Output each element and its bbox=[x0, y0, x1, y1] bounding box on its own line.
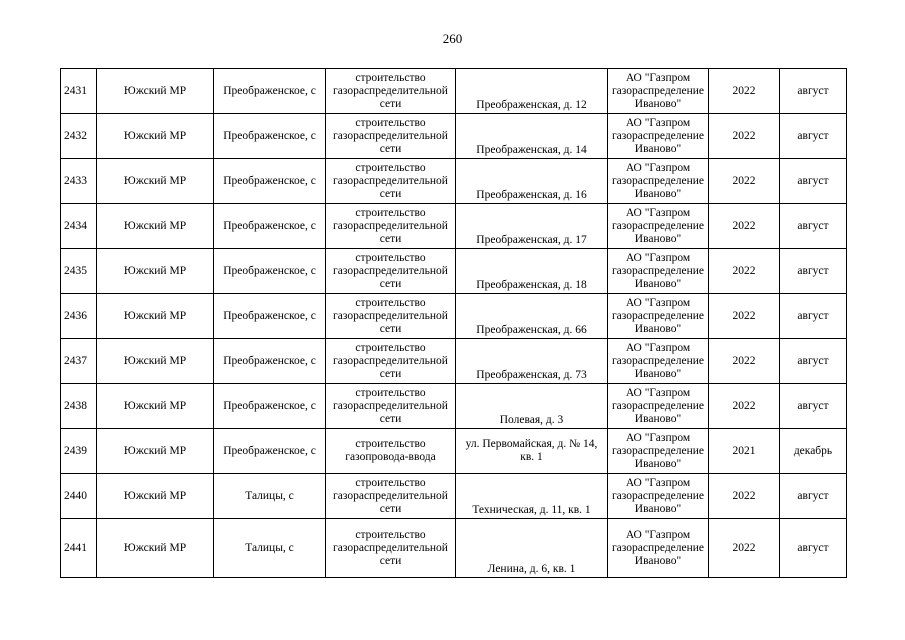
district-cell: Южский МР bbox=[97, 69, 214, 114]
organization-cell: АО "Газпром газораспределение Иваново" bbox=[608, 249, 709, 294]
table-row bbox=[61, 339, 847, 384]
organization-cell: АО "Газпром газораспределение Иваново" bbox=[608, 204, 709, 249]
year-cell: 2022 bbox=[709, 474, 780, 519]
year-cell: 2022 bbox=[709, 519, 780, 578]
month-cell: август bbox=[780, 204, 847, 249]
year-cell: 2022 bbox=[709, 249, 780, 294]
district-cell: Южский МР bbox=[97, 204, 214, 249]
month-cell: август bbox=[780, 339, 847, 384]
district-cell: Южский МР bbox=[97, 339, 214, 384]
address-cell: Полевая, д. 3 bbox=[456, 384, 608, 429]
settlement-cell: Преображенское, с bbox=[214, 69, 326, 114]
settlement-cell: Преображенское, с bbox=[214, 294, 326, 339]
month-cell: август bbox=[780, 384, 847, 429]
organization-cell: АО "Газпром газораспределение Иваново" bbox=[608, 159, 709, 204]
work-type-cell: строительство газораспределительной сети bbox=[326, 69, 456, 114]
address-cell: Преображенская, д. 16 bbox=[456, 159, 608, 204]
table-body bbox=[61, 69, 847, 578]
year-cell: 2022 bbox=[709, 339, 780, 384]
gasification-schedule-table bbox=[60, 68, 847, 578]
address-cell: Преображенская, д. 66 bbox=[456, 294, 608, 339]
row-number-cell: 2439 bbox=[61, 429, 97, 474]
organization-cell: АО "Газпром газораспределение Иваново" bbox=[608, 429, 709, 474]
address-cell: Преображенская, д. 17 bbox=[456, 204, 608, 249]
row-number-cell: 2434 bbox=[61, 204, 97, 249]
year-cell: 2022 bbox=[709, 294, 780, 339]
settlement-cell: Преображенское, с bbox=[214, 204, 326, 249]
organization-cell: АО "Газпром газораспределение Иваново" bbox=[608, 294, 709, 339]
district-cell: Южский МР bbox=[97, 294, 214, 339]
work-type-cell: строительство газораспределительной сети bbox=[326, 159, 456, 204]
work-type-cell: строительство газораспределительной сети bbox=[326, 339, 456, 384]
table-row bbox=[61, 384, 847, 429]
month-cell: август bbox=[780, 474, 847, 519]
row-number-cell: 2440 bbox=[61, 474, 97, 519]
settlement-cell: Преображенское, с bbox=[214, 249, 326, 294]
table-row bbox=[61, 159, 847, 204]
organization-cell: АО "Газпром газораспределение Иваново" bbox=[608, 384, 709, 429]
year-cell: 2022 bbox=[709, 384, 780, 429]
row-number-cell: 2436 bbox=[61, 294, 97, 339]
district-cell: Южский МР bbox=[97, 384, 214, 429]
month-cell: август bbox=[780, 294, 847, 339]
month-cell: декабрь bbox=[780, 429, 847, 474]
row-number-cell: 2441 bbox=[61, 519, 97, 578]
table-row bbox=[61, 69, 847, 114]
month-cell: август bbox=[780, 114, 847, 159]
organization-cell: АО "Газпром газораспределение Иваново" bbox=[608, 69, 709, 114]
organization-cell: АО "Газпром газораспределение Иваново" bbox=[608, 114, 709, 159]
year-cell: 2021 bbox=[709, 429, 780, 474]
month-cell: август bbox=[780, 69, 847, 114]
year-cell: 2022 bbox=[709, 204, 780, 249]
month-cell: август bbox=[780, 519, 847, 578]
address-cell: ул. Первомайская, д. № 14, кв. 1 bbox=[456, 429, 608, 474]
table-row bbox=[61, 249, 847, 294]
row-number-cell: 2432 bbox=[61, 114, 97, 159]
organization-cell: АО "Газпром газораспределение Иваново" bbox=[608, 519, 709, 578]
settlement-cell: Преображенское, с bbox=[214, 384, 326, 429]
work-type-cell: строительство газораспределительной сети bbox=[326, 204, 456, 249]
district-cell: Южский МР bbox=[97, 249, 214, 294]
organization-cell: АО "Газпром газораспределение Иваново" bbox=[608, 474, 709, 519]
address-cell: Преображенская, д. 14 bbox=[456, 114, 608, 159]
row-number-cell: 2435 bbox=[61, 249, 97, 294]
settlement-cell: Преображенское, с bbox=[214, 159, 326, 204]
table-row bbox=[61, 519, 847, 578]
table-row bbox=[61, 294, 847, 339]
district-cell: Южский МР bbox=[97, 519, 214, 578]
year-cell: 2022 bbox=[709, 114, 780, 159]
address-cell: Ленина, д. 6, кв. 1 bbox=[456, 519, 608, 578]
work-type-cell: строительство газораспределительной сети bbox=[326, 384, 456, 429]
work-type-cell: строительство газораспределительной сети bbox=[326, 519, 456, 578]
month-cell: август bbox=[780, 159, 847, 204]
district-cell: Южский МР bbox=[97, 159, 214, 204]
address-cell: Преображенская, д. 12 bbox=[456, 69, 608, 114]
settlement-cell: Талицы, с bbox=[214, 519, 326, 578]
work-type-cell: строительство газораспределительной сети bbox=[326, 114, 456, 159]
address-cell: Преображенская, д. 18 bbox=[456, 249, 608, 294]
month-cell: август bbox=[780, 249, 847, 294]
row-number-cell: 2431 bbox=[61, 69, 97, 114]
work-type-cell: строительство газораспределительной сети bbox=[326, 474, 456, 519]
district-cell: Южский МР bbox=[97, 429, 214, 474]
work-type-cell: строительство газораспределительной сети bbox=[326, 294, 456, 339]
table-row bbox=[61, 204, 847, 249]
organization-cell: АО "Газпром газораспределение Иваново" bbox=[608, 339, 709, 384]
year-cell: 2022 bbox=[709, 69, 780, 114]
row-number-cell: 2438 bbox=[61, 384, 97, 429]
page-number: 260 bbox=[442, 31, 463, 46]
district-cell: Южский МР bbox=[97, 474, 214, 519]
district-cell: Южский МР bbox=[97, 114, 214, 159]
row-number-cell: 2433 bbox=[61, 159, 97, 204]
table-row bbox=[61, 474, 847, 519]
settlement-cell: Преображенское, с bbox=[214, 429, 326, 474]
work-type-cell: строительство газораспределительной сети bbox=[326, 249, 456, 294]
address-cell: Преображенская, д. 73 bbox=[456, 339, 608, 384]
settlement-cell: Преображенское, с bbox=[214, 114, 326, 159]
work-type-cell: строительство газопровода-ввода bbox=[326, 429, 456, 474]
settlement-cell: Преображенское, с bbox=[214, 339, 326, 384]
table-row bbox=[61, 429, 847, 474]
table-row bbox=[61, 114, 847, 159]
row-number-cell: 2437 bbox=[61, 339, 97, 384]
settlement-cell: Талицы, с bbox=[214, 474, 326, 519]
address-cell: Техническая, д. 11, кв. 1 bbox=[456, 474, 608, 519]
year-cell: 2022 bbox=[709, 159, 780, 204]
